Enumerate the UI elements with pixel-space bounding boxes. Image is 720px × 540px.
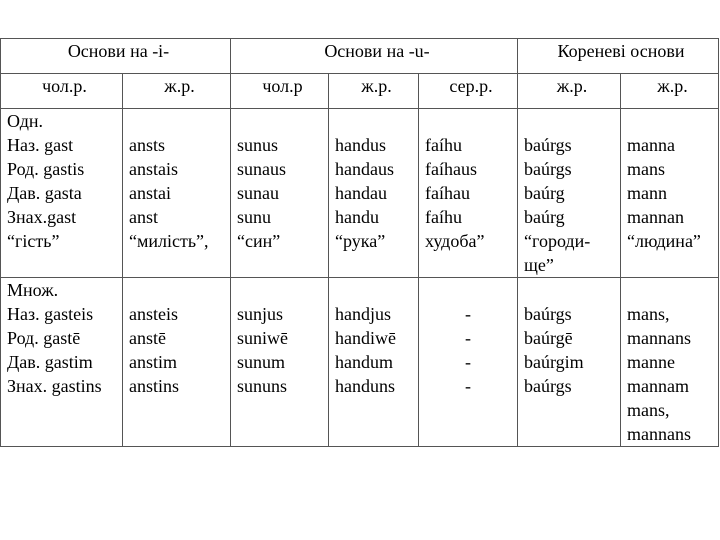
form: - [465,352,471,372]
form: handus [335,135,386,155]
form: baúrgim [524,352,584,372]
case-label: Род. gastē [7,328,81,348]
form: faíhu [425,135,462,155]
form: mannans [627,424,691,444]
form: anst [129,207,158,227]
gender-header: чол.р [231,74,329,109]
form: - [465,376,471,396]
form: anstim [129,352,177,372]
form: sunaus [237,159,286,179]
form: handu [335,207,379,227]
form: mann [627,183,668,203]
form: mans [627,159,666,179]
gender-header: ж.р. [329,74,419,109]
form: anstins [129,376,180,396]
plural-i-fem [123,278,231,447]
case-label: Дав. gasta [7,183,82,203]
form: anstai [129,183,171,203]
form: handjus [335,304,391,324]
singular-i-fem [123,109,231,278]
form: baúrgs [524,135,572,155]
case-label: “гість” [7,231,60,251]
form: baúrgs [524,304,572,324]
form: sunum [237,352,286,372]
form: - [465,304,471,324]
form: sunus [237,135,279,155]
form: faíhaus [425,159,477,179]
declension-table [0,38,719,447]
singular-u-neut [419,109,518,278]
plural-root-fem-1 [518,278,621,447]
form: mans, [627,304,670,324]
form: handaus [335,159,394,179]
singular-u-masc [231,109,329,278]
form: baúrgs [524,376,572,396]
gender-header: ж.р. [518,74,621,109]
form: “син” [237,231,281,251]
form: “городи- [524,231,591,251]
form: ansts [129,135,165,155]
form: handau [335,183,387,203]
plural-row [1,278,719,447]
form: “рука” [335,231,386,251]
form: manne [627,352,675,372]
form: handuns [335,376,395,396]
form: baúrg [524,207,565,227]
case-label: Одн. [7,111,44,131]
form: anstais [129,159,178,179]
gender-header: ж.р. [123,74,231,109]
singular-row [1,109,719,278]
case-label: Дав. gastim [7,352,93,372]
form: sununs [237,376,288,396]
form: ще” [524,255,554,275]
form: handum [335,352,393,372]
form: handiwē [335,328,396,348]
plural-root-fem-2 [621,278,719,447]
header-u-stems: Основи на -u- [231,39,518,74]
case-label: Знах. gastins [7,376,102,396]
form: mannans [627,328,691,348]
form: baúrg [524,183,565,203]
gender-header: сер.р. [419,74,518,109]
header-row-gender [1,74,719,109]
singular-root-fem-1 [518,109,621,278]
header-row-top [1,39,719,74]
form: sunau [237,183,279,203]
form: baúrgē [524,328,573,348]
case-label: Знах.gast [7,207,77,227]
form: faíhu [425,207,462,227]
form: anstē [129,328,166,348]
form: sunjus [237,304,284,324]
case-label: Род. gastis [7,159,85,179]
form: mans, [627,400,670,420]
gender-header: чол.р. [1,74,123,109]
form: ansteis [129,304,178,324]
header-i-stems: Основи на -і- [1,39,231,74]
case-label: Наз. gasteis [7,304,94,324]
header-root-stems: Кореневі основи [518,39,719,74]
form: suniwē [237,328,288,348]
plural-u-neut [419,278,518,447]
form: mannam [627,376,689,396]
form: худоба” [425,231,485,251]
form: sunu [237,207,272,227]
plural-labels [1,278,123,447]
form: “людина” [627,231,701,251]
plural-u-fem [329,278,419,447]
singular-root-fem-2 [621,109,719,278]
form: manna [627,135,675,155]
form: “милість”, [129,231,209,251]
form: baúrgs [524,159,572,179]
singular-labels [1,109,123,278]
singular-u-fem [329,109,419,278]
plural-u-masc [231,278,329,447]
form: mannan [627,207,684,227]
form: - [465,328,471,348]
form: faíhau [425,183,470,203]
gender-header: ж.р. [621,74,719,109]
case-label: Множ. [7,280,59,300]
case-label: Наз. gast [7,135,74,155]
